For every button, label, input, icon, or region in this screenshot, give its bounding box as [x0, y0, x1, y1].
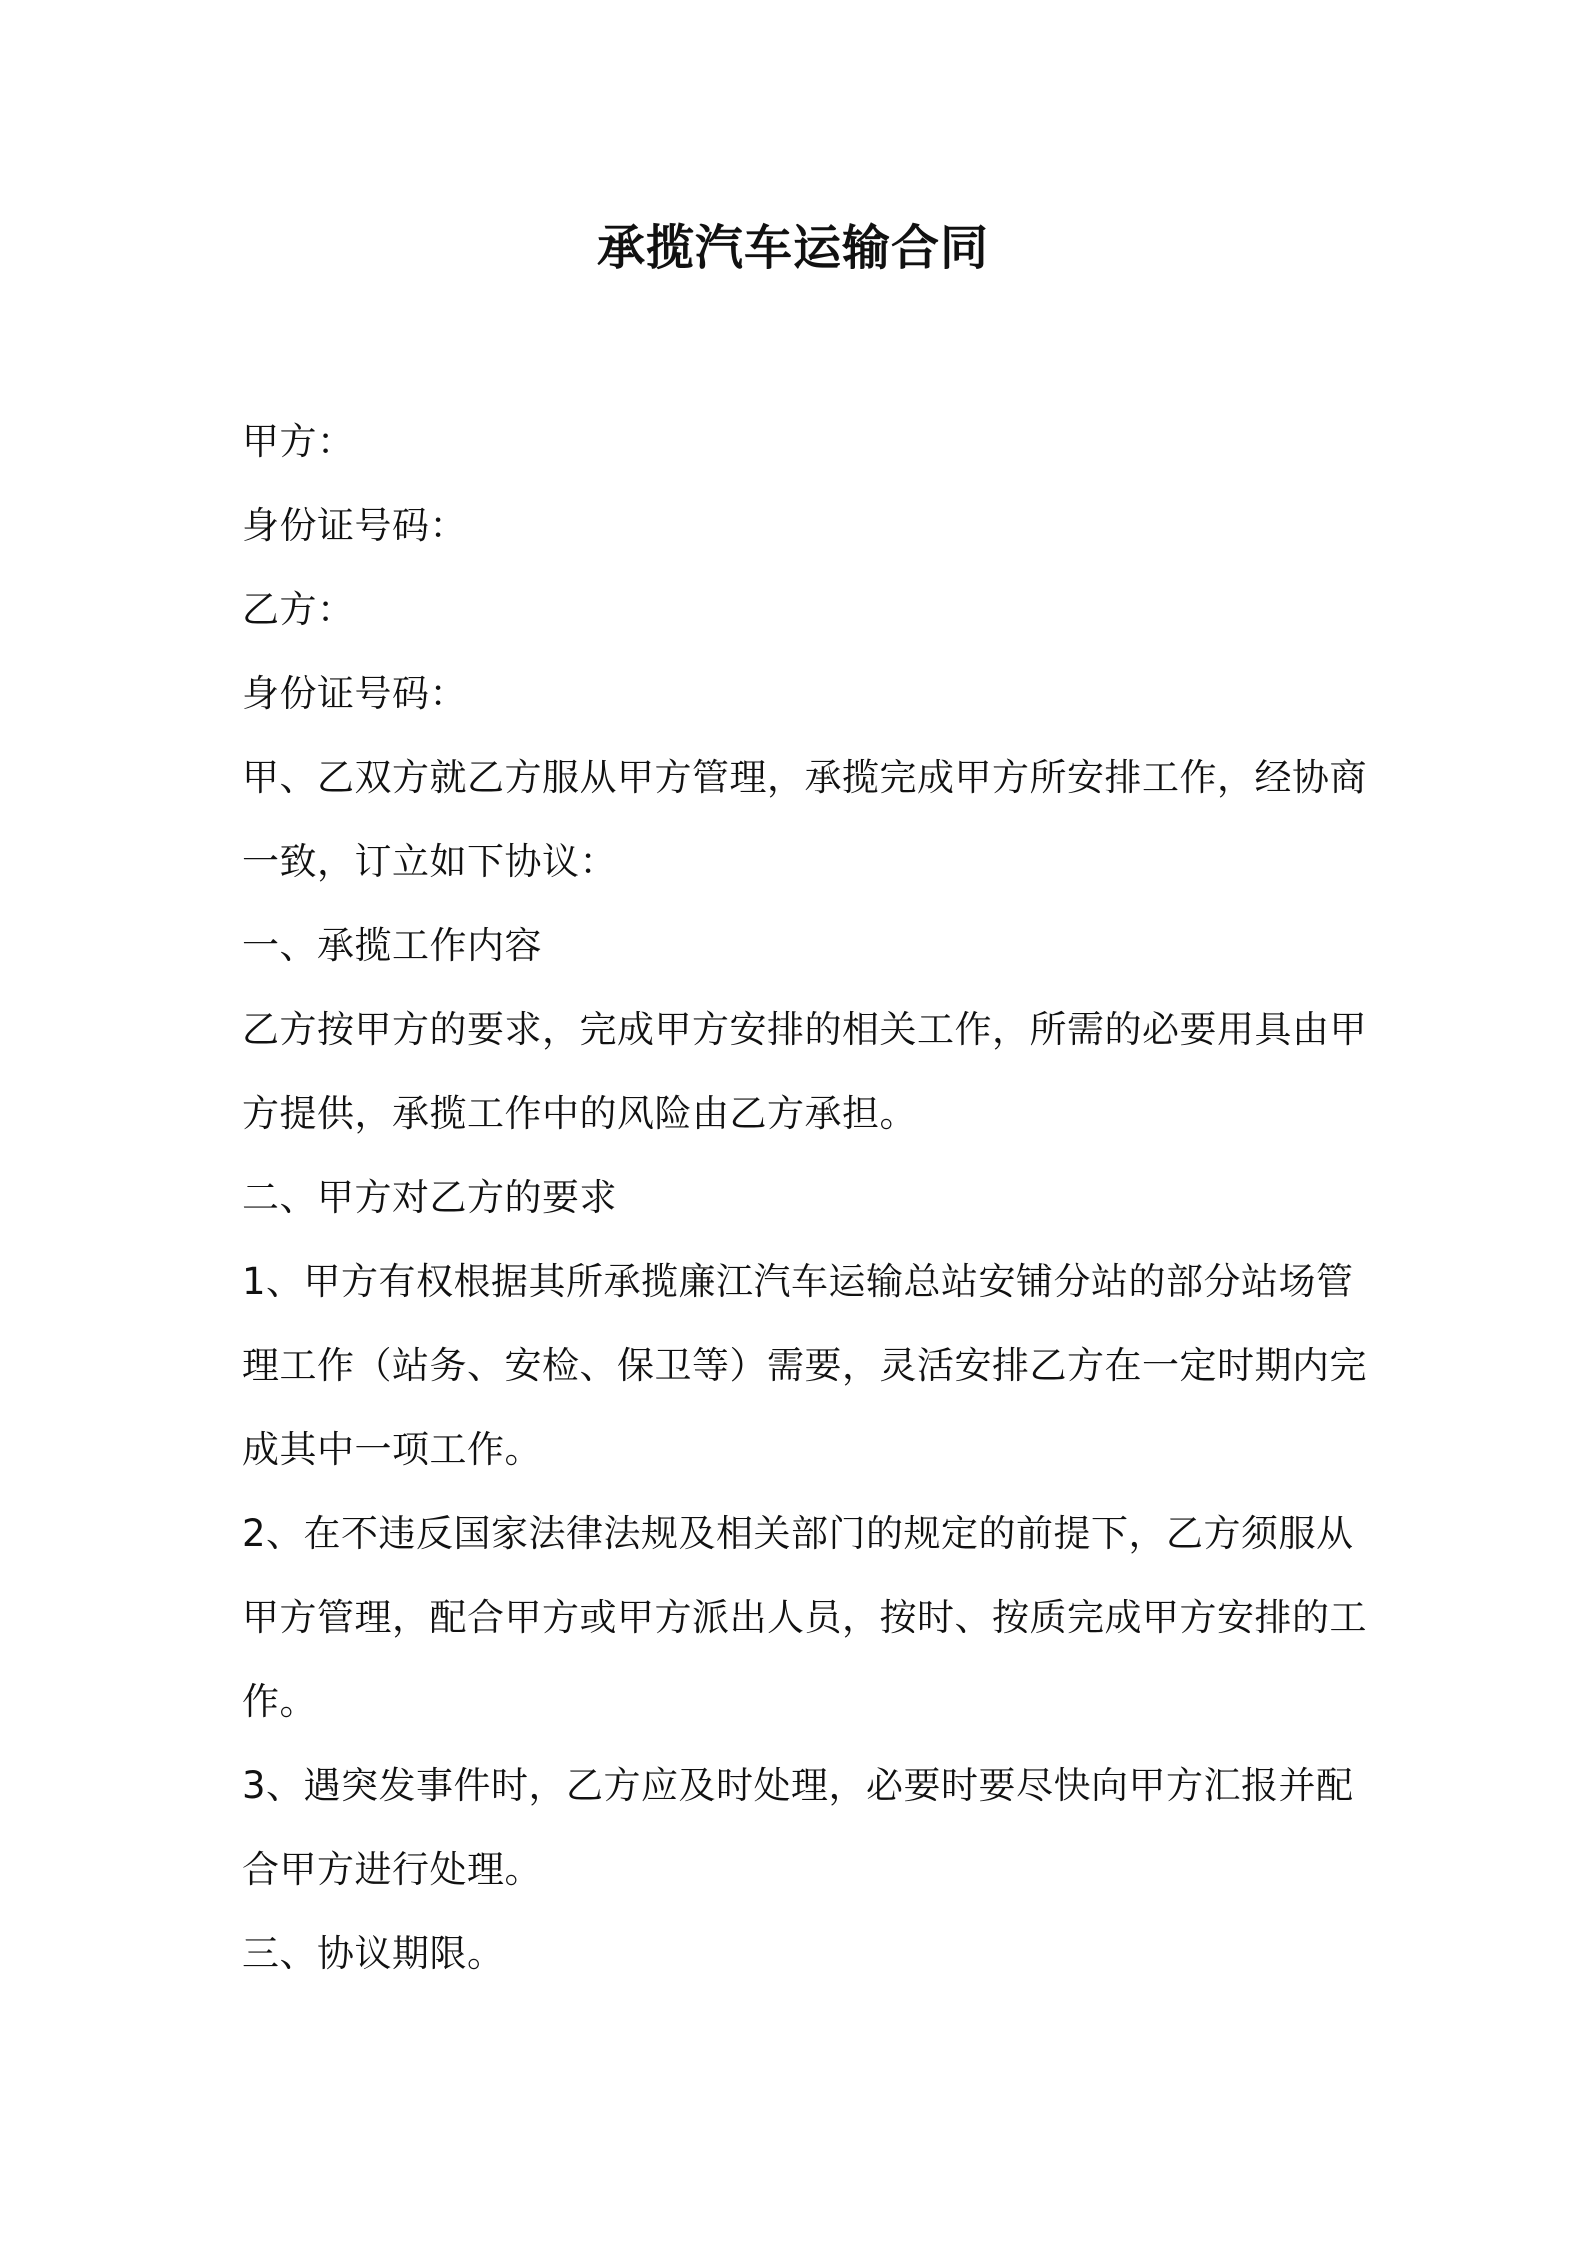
section-heading: 三、协议期限。 — [242, 1932, 505, 1975]
party-b-id-line: 身份证号码： — [242, 672, 467, 715]
section-heading: 一、承揽工作内容 — [242, 924, 542, 967]
clause-line: 甲方管理，配合甲方或甲方派出人员，按时、按质完成甲方安排的工 — [242, 1596, 1367, 1639]
preamble-line: 甲、乙双方就乙方服从甲方管理，承揽完成甲方所安排工作，经协商 — [242, 756, 1367, 799]
clause-line: 2、在不违反国家法律法规及相关部门的规定的前提下，乙方须服从 — [242, 1512, 1354, 1555]
clause-line: 1、甲方有权根据其所承揽廉江汽车运输总站安铺分站的部分站场管 — [242, 1260, 1354, 1303]
paragraph-line: 乙方按甲方的要求，完成甲方安排的相关工作，所需的必要用具由甲 — [242, 1008, 1367, 1051]
party-a-id-line: 身份证号码： — [242, 504, 467, 547]
clause-line: 理工作（站务、安检、保卫等）需要，灵活安排乙方在一定时期内完 — [242, 1344, 1367, 1387]
clause-line: 成其中一项工作。 — [242, 1428, 542, 1471]
party-b-line: 乙方： — [242, 588, 355, 631]
paragraph-line: 方提供，承揽工作中的风险由乙方承担。 — [242, 1092, 917, 1135]
clause-line: 作。 — [242, 1680, 317, 1723]
clause-line: 合甲方进行处理。 — [242, 1848, 542, 1891]
document-title: 承揽汽车运输合同 — [596, 220, 989, 276]
party-a-line: 甲方： — [242, 420, 355, 463]
clause-line: 3、遇突发事件时，乙方应及时处理，必要时要尽快向甲方汇报并配 — [242, 1764, 1354, 1807]
section-heading: 二、甲方对乙方的要求 — [242, 1176, 617, 1219]
preamble-line: 一致，订立如下协议： — [242, 840, 617, 883]
document-body — [242, 400, 1367, 1996]
